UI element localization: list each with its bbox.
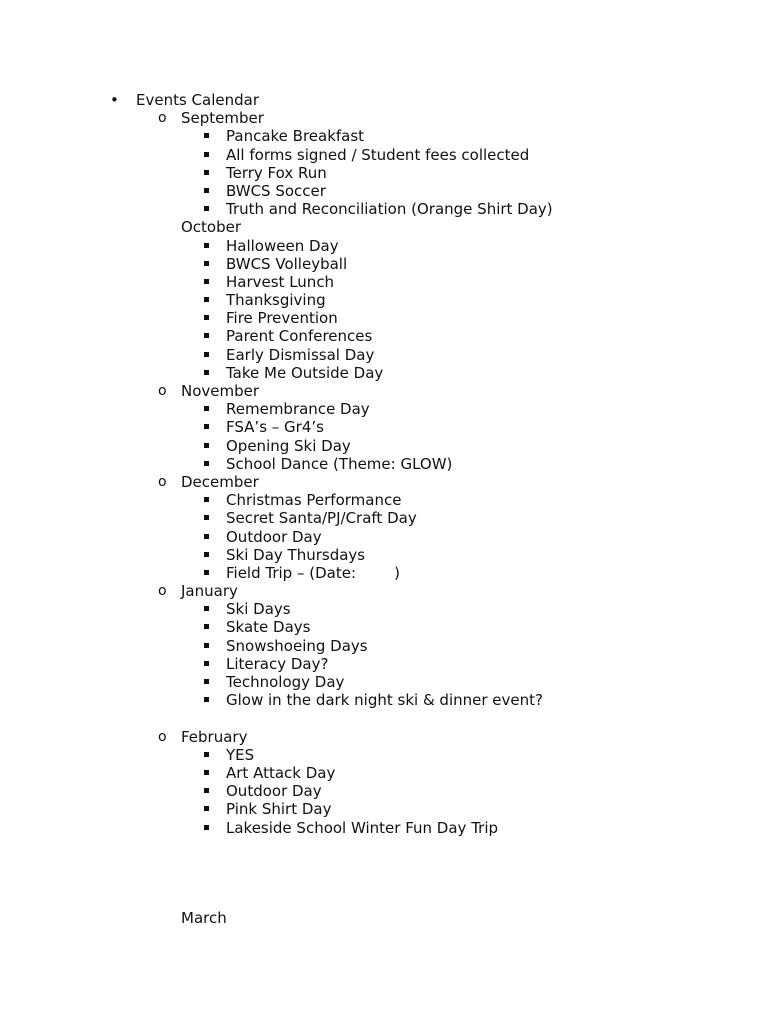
list-item [0,600,768,618]
list-item [0,564,768,582]
event-item-label: Harvest Lunch [226,272,335,291]
square-bullet-icon [204,243,209,248]
list-item [0,364,768,382]
square-bullet-icon [204,461,209,466]
event-item-label: Outdoor Day [226,782,322,801]
square-bullet-icon [204,570,209,575]
list-item [0,327,768,345]
month-heading-december [0,473,768,491]
event-item-label: Lakeside School Winter Fun Day Trip [226,818,499,837]
blank-line [0,709,768,727]
list-item [0,655,768,673]
square-bullet-icon [204,297,209,302]
blank-lines [0,837,768,910]
square-bullet-icon [204,679,209,684]
event-item-label: Glow in the dark night ski & dinner event? [226,691,543,710]
event-item-label: Terry Fox Run [226,163,327,182]
list-item [0,455,768,473]
month-heading-january [0,582,768,600]
list-item [0,273,768,291]
event-item-label: Outdoor Day [226,527,322,546]
month-label: December [181,472,259,491]
list-item [0,237,768,255]
event-item-label: Pancake Breakfast [226,127,365,146]
sub-bullet-marker: o [158,110,167,127]
list-item [0,673,768,691]
event-item-label: School Dance (Theme: GLOW) [226,454,453,473]
event-item-label: Truth and Reconciliation (Orange Shirt Day) [226,200,553,219]
event-item-label: Opening Ski Day [226,436,351,455]
square-bullet-icon [204,515,209,520]
list-item [0,800,768,818]
square-bullet-icon [204,788,209,793]
month-label: February [181,727,248,746]
month-heading-october [0,218,768,236]
list-item [0,200,768,218]
event-item-label: BWCS Soccer [226,181,326,200]
square-bullet-icon [204,552,209,557]
event-item-label: Art Attack Day [226,763,336,782]
list-item [0,782,768,800]
list-item [0,400,768,418]
event-item-label: FSA’s – Gr4’s [226,418,324,437]
month-heading-november [0,382,768,400]
event-item-label: Ski Day Thursdays [226,545,366,564]
square-bullet-icon [204,370,209,375]
event-item-label: Thanksgiving [226,291,326,310]
month-heading-march [0,909,768,927]
event-item-label: Remembrance Day [226,400,370,419]
bullet-marker: • [110,91,119,109]
square-bullet-icon [204,352,209,357]
list-item [0,764,768,782]
event-item-label: Take Me Outside Day [226,363,384,382]
month-label: January [181,582,238,601]
month-label: November [181,382,260,400]
event-item-label: Technology Day [226,673,345,691]
event-item-label: BWCS Volleyball [226,254,348,273]
list-item [0,164,768,182]
square-bullet-icon [204,643,209,648]
square-bullet-icon [204,752,209,757]
square-bullet-icon [204,152,209,157]
square-bullet-icon [204,333,209,338]
list-item [0,546,768,564]
event-item-label: Early Dismissal Day [226,345,375,364]
list-item [0,746,768,764]
month-label: October [181,218,242,237]
list-item [0,127,768,145]
event-item-label: Parent Conferences [226,327,373,346]
square-bullet-icon [204,206,209,211]
list-item [0,491,768,509]
square-bullet-icon [204,624,209,629]
event-item-label: YES [226,745,255,764]
list-item [0,618,768,636]
square-bullet-icon [204,825,209,830]
event-item-label: Christmas Performance [226,491,402,510]
list-item [0,691,768,709]
square-bullet-icon [204,261,209,266]
event-item-label: All forms signed / Student fees collected [226,145,530,164]
month-heading-february [0,728,768,746]
month-heading-september [0,109,768,127]
sub-bullet-marker: o [158,473,167,490]
list-item [0,418,768,436]
outline-root-title: Events Calendar [136,91,260,109]
square-bullet-icon [204,497,209,502]
list-item [0,146,768,164]
event-item-label: Literacy Day? [226,654,329,673]
square-bullet-icon [204,770,209,775]
list-item [0,819,768,837]
square-bullet-icon [204,443,209,448]
list-item [0,528,768,546]
square-bullet-icon [204,534,209,539]
event-item-label: Secret Santa/PJ/Craft Day [226,509,417,528]
outline-root [0,91,768,109]
list-item [0,309,768,327]
event-item-label: Halloween Day [226,236,339,255]
event-item-label: Ski Days [226,600,291,619]
list-item [0,255,768,273]
square-bullet-icon [204,661,209,666]
list-item [0,437,768,455]
event-item-label: Field Trip – (Date: ) [226,563,400,582]
square-bullet-icon [204,279,209,284]
list-item [0,509,768,527]
square-bullet-icon [204,188,209,193]
event-item-label: Skate Days [226,618,311,637]
square-bullet-icon [204,697,209,702]
event-item-label: Snowshoeing Days [226,636,368,655]
sub-bullet-marker: o [158,583,167,600]
event-item-label: Fire Prevention [226,309,338,328]
list-item [0,291,768,309]
sub-bullet-marker: o [158,728,167,745]
square-bullet-icon [204,424,209,429]
list-item [0,182,768,200]
square-bullet-icon [204,315,209,320]
square-bullet-icon [204,406,209,411]
list-item [0,637,768,655]
list-item [0,346,768,364]
month-label: September [181,109,264,128]
month-label: March [181,909,227,928]
square-bullet-icon [204,806,209,811]
square-bullet-icon [204,170,209,175]
square-bullet-icon [204,133,209,138]
events-calendar-outline [0,91,768,928]
event-item-label: Pink Shirt Day [226,800,332,819]
sub-bullet-marker: o [158,383,167,399]
square-bullet-icon [204,606,209,611]
